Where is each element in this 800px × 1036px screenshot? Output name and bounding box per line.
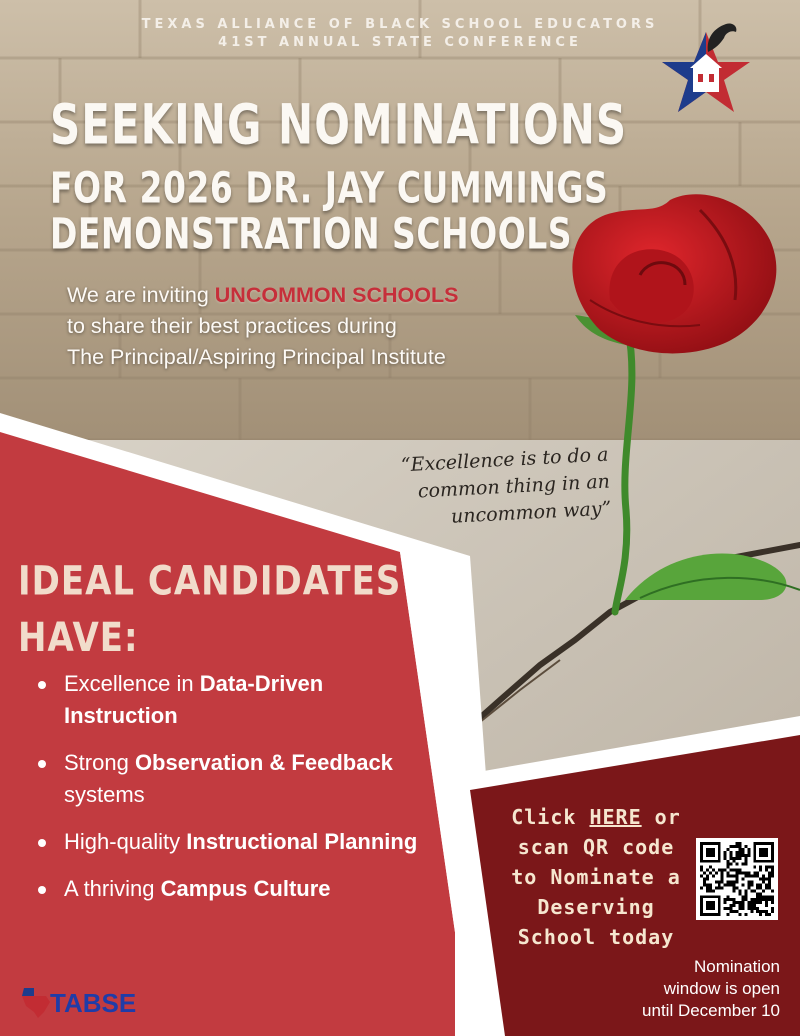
title-line-2: FOR 2026 DR. JAY CUMMINGS (50, 162, 609, 213)
ideal-candidates-heading: IDEAL CANDIDATES HAVE: (18, 557, 402, 662)
intro-line-1: We are inviting UNCOMMON SCHOOLS (67, 283, 459, 307)
uncommon-schools-highlight: UNCOMMON SCHOOLS (214, 283, 459, 307)
intro-line-2: to share their best practices during (67, 314, 397, 338)
conference-org-name: TEXAS ALLIANCE OF BLACK SCHOOL EDUCATORS (141, 17, 659, 32)
nomination-deadline: Nomination window is open until December 10 (642, 957, 780, 1020)
tabse-logo (20, 982, 145, 1022)
nominate-call-to-action: Click HERE or scan QR code to Nominate a Deserving School today (511, 805, 681, 949)
star-schoolhouse-logo (646, 14, 766, 130)
excellence-quote: “Excellence is to do a common thing in an uncommon way” (400, 443, 612, 528)
qr-code-pattern (700, 842, 774, 916)
list-item: A thriving Campus Culture (38, 873, 418, 905)
here-link[interactable]: HERE (589, 805, 642, 829)
title-line-3: DEMONSTRATION SCHOOLS (50, 208, 573, 259)
candidate-criteria-list (38, 668, 418, 920)
list-item: High-quality Instructional Planning (38, 826, 418, 858)
list-item: Excellence in Data-Driven Instruction (38, 668, 418, 732)
intro-text (67, 280, 458, 373)
tabse-wordmark: TABSE (50, 988, 137, 1018)
conference-title: 41ST ANNUAL STATE CONFERENCE (218, 35, 582, 50)
list-item: Strong Observation & Feedback systems (38, 747, 418, 811)
title-line-1: SEEKING NOMINATIONS (50, 92, 628, 157)
intro-line-3: The Principal/Aspiring Principal Institute (67, 345, 446, 369)
qr-code[interactable] (696, 838, 778, 920)
